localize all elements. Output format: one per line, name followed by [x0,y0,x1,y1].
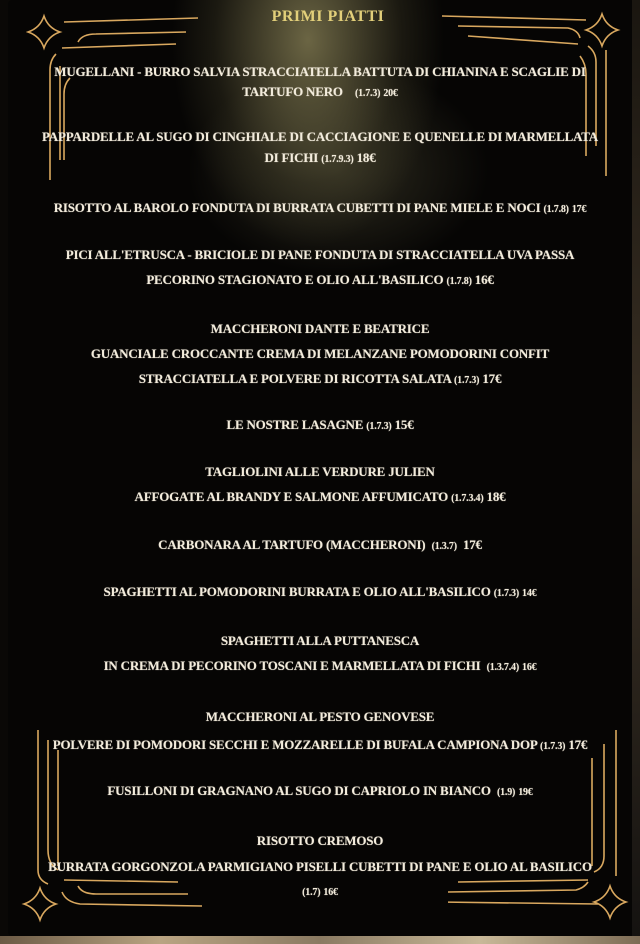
menu-item-pici-line2: PECORINO STAGIONATO E OLIO ALL'BASILICO (1.7.8) 16€ [146,272,494,287]
menu-item-risotto-cremoso: RISOTTO CREMOSO [256,833,384,848]
allergens: (1.7.9.3) [321,154,354,165]
menu-item-maccheroni-dante: MACCHERONI DANTE E BEATRICE [210,321,430,336]
menu-item-maccheroni-dante-line3: STRACCIATELLA E POLVERE DI RICOTTA SALATA (1.7.3) 17€ [138,371,502,386]
menu-item-fusilloni: FUSILLONI DI GRAGNANO AL SUGO DI CAPRIOLO IN BIANCO (1.9) 19€ [107,783,533,798]
menu-item-mugellani-line2: TARTUFO NERO (1.7.3) 20€ [242,84,398,99]
menu-item-maccheroni-pesto: MACCHERONI AL PESTO GENOVESE [205,709,435,724]
allergens: (1.7.3) [454,375,480,386]
allergens: (1.3.7.4) [486,662,519,673]
menu-item-maccheroni-pesto-line2: POLVERE DI POMODORI SECCHI E MOZZARELLE DI BUFALA CAMPIONA DOP (1.7.3) 17€ [52,737,588,752]
menu-item-pici: PICI ALL'ETRUSCA - BRICIOLE DI PANE FONDUTA DI STRACCIATELLA UVA PASSA [65,247,575,262]
price: 16€ [522,662,537,673]
menu-item-puttanesca: SPAGHETTI ALLA PUTTANESCA [220,633,420,648]
price: 17€ [568,737,588,752]
allergens: (1.9) [496,787,516,798]
ornament-bottom-right-icon [448,730,634,930]
menu-item-carbonara: CARBONARA AL TARTUFO (MACCHERONI) (1.3.7) 17€ [158,537,482,552]
allergens: (1.7) [302,887,321,898]
menu-item-maccheroni-dante-line2: GUANCIALE CROCCANTE CREMA DI MELANZANE POMODORINI CONFIT [90,346,550,361]
price: 15€ [394,417,414,432]
price: 19€ [518,787,533,798]
price: 16€ [323,887,338,898]
table-surface [0,936,640,944]
menu-item-puttanesca-line2: IN CREMA DI PECORINO TOSCANI E MARMELLATA DI FICHI (1.3.7.4) 16€ [103,658,537,673]
menu-item-lasagne: LE NOSTRE LASAGNE (1.7.3) 15€ [226,417,414,432]
price: 17€ [462,537,482,552]
allergens: (1.7.3) [355,88,381,99]
price: 17€ [482,371,502,386]
allergens: (1.3.7) [431,541,457,552]
menu-item-risotto-barolo: RISOTTO AL BAROLO FONDUTA DI BURRATA CUBETTI DI PANE MIELE E NOCI (1.7.8) 17€ [53,200,587,215]
allergens: (1.7.8) [543,204,569,215]
menu-item-risotto-cremoso-line2: BURRATA GORGONZOLA PARMIGIANO PISELLI CUBETTI DI PANE E OLIO AL BASILICO [48,859,592,874]
allergens: (1.7.3.4) [451,493,484,504]
price: 17€ [571,204,587,215]
allergens: (1.7.3) [493,588,519,599]
menu-item-pappardelle-line2: DI FICHI (1.7.9.3) 18€ [264,150,376,165]
price: 14€ [522,588,537,599]
allergens: (1.7.3) [366,421,392,432]
price: 18€ [356,150,376,165]
section-title: PRIMI PIATTI [271,8,385,25]
allergens: (1.7.3) [540,741,566,752]
price: 20€ [383,88,398,99]
ornament-bottom-left-icon [16,730,206,930]
menu-item-tagliolini: TAGLIOLINI ALLE VERDURE JULIEN [205,464,435,479]
menu-item-spaghetti-pomodorini: SPAGHETTI AL POMODORINI BURRATA E OLIO ALL'BASILICO (1.7.3) 14€ [103,584,537,599]
menu-item-risotto-cremoso-line3 [0,883,640,899]
menu-item-tagliolini-line2: AFFOGATE AL BRANDY E SALMONE AFFUMICATO (1.7.3.4) 18€ [134,489,506,504]
menu-item-mugellani: MUGELLANI - BURRO SALVIA STRACCIATELLA BATTUTA DI CHIANINA E SCAGLIE DI [54,64,586,79]
price: 18€ [486,489,506,504]
allergens: (1.7.8) [446,276,472,287]
menu-item-pappardelle: PAPPARDELLE AL SUGO DI CINGHIALE DI CACCIAGIONE E QUENELLE DI MARMELLATA [42,129,598,144]
price: 16€ [474,272,494,287]
